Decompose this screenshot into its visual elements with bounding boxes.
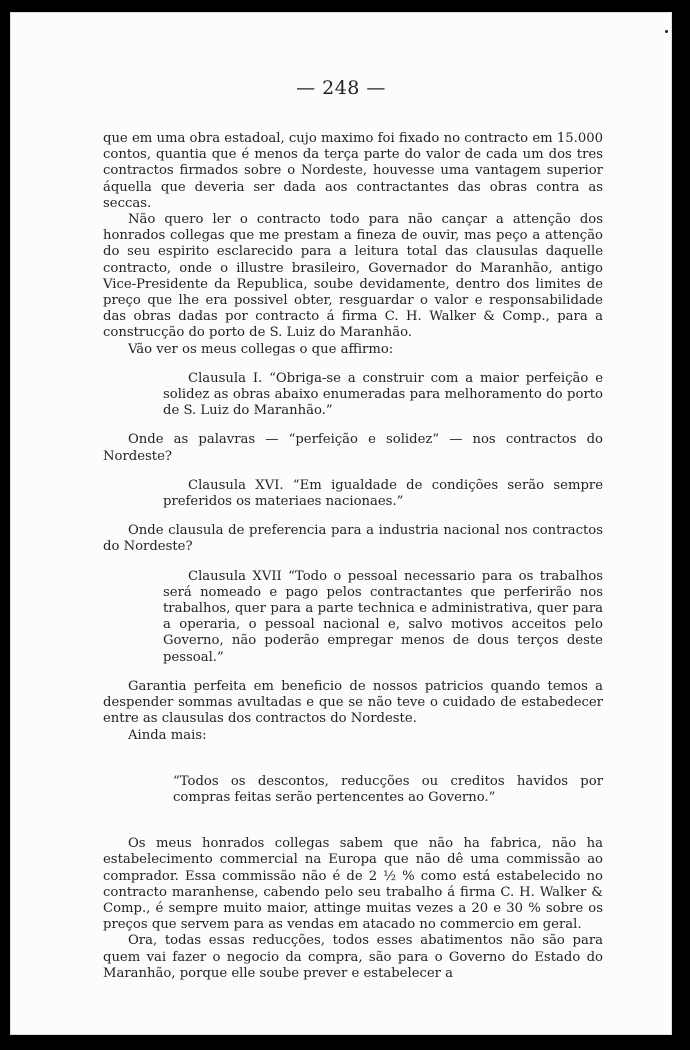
paragraph: Vão ver os meus collegas o que affirmo:	[128, 341, 394, 357]
paragraph: que em uma obra estadoal, cujo maximo foi fixado no contracto em 15.000 contos, quantia que é menos da terça parte do valor de cada um dos tres contractos firmados sobre o Nordeste, houvesse uma vantagem superior áquella que deveria ser dada aos contractantes das obras contra as seccas.	[103, 131, 603, 211]
paragraph: Onde as palavras — “perfeição e solidez” — nos contractos do Nordeste?	[103, 432, 603, 464]
clause-quote: Clausula XVII “Todo o pessoal necessario para os trabalhos será nomeado e pago pelos contractantes que perferirão nos trabalhos, quer para a parte technica e administrativa, quer para a operaria, o pessoal nacional e, salvo motivos acceitos pelo Governo, não poderão empregar menos de dous terços deste pessoal.”	[163, 568, 603, 665]
paragraph: Onde clausula de preferencia para a industria nacional nos contractos do Nordeste?	[103, 523, 603, 555]
clause-quote: Clausula I. “Obriga-se a construir com a maior perfeição e solidez as obras abaixo enumeradas para melhoramento do porto de S. Luiz do Maranhão.”	[163, 370, 603, 419]
scanned-page	[10, 12, 672, 1035]
clause-quote: “Todos os descontos, reducções ou creditos havidos por compras feitas serão pertencentes ao Governo.”	[173, 773, 603, 805]
paragraph: Ainda mais:	[128, 727, 207, 743]
clause-quote: Clausula XVI. “Em igualdade de condições serão sempre preferidos os materiaes nacionaes.”	[163, 477, 603, 510]
body-text	[103, 131, 603, 982]
page-number: — 248 —	[296, 77, 386, 99]
scan-speck	[665, 30, 668, 33]
paragraph: Os meus honrados collegas sabem que não ha fabrica, não ha estabelecimento commercial na Europa que não dê uma commissão ao comprador. Essa commissão não é de 2 ½ % como está estabelecido no contracto maranhense, cabendo pelo seu trabalho á firma C. H. Walker & Comp., é sempre muito maior, attinge muitas vezes a 20 e 30 % sobre os preços que servem para as vendas em atacado no commercio em geral.	[103, 836, 603, 933]
paragraph: Garantia perfeita em beneficio de nossos patricios quando temos a despender sommas avultadas e que se não teve o cuidado de estabedecer entre as clausulas dos contractos do Nordeste.	[103, 678, 603, 727]
paragraph: Ora, todas essas reducções, todos esses abatimentos não são para quem vai fazer o negocio da compra, são para o Governo do Estado do Maranhão, porque elle soube prever e estabelecer a	[103, 933, 603, 981]
paragraph: Não quero ler o contracto todo para não cançar a attenção dos honrados collegas que me prestam a fineza de ouvir, mas peço a attenção do seu espirito esclarecido para a leitura total das clausulas daquelle contracto, onde o illustre brasileiro, Governador do Maranhão, antigo Vice-Presidente da Republica, soube devidamente, dentro dos limites de preço que lhe era possivel obter, resguardar o valor e responsabilidade das obras dadas por contracto á firma C. H. Walker & Comp., para a construcção do porto de S. Luiz do Maranhão.	[103, 212, 603, 341]
